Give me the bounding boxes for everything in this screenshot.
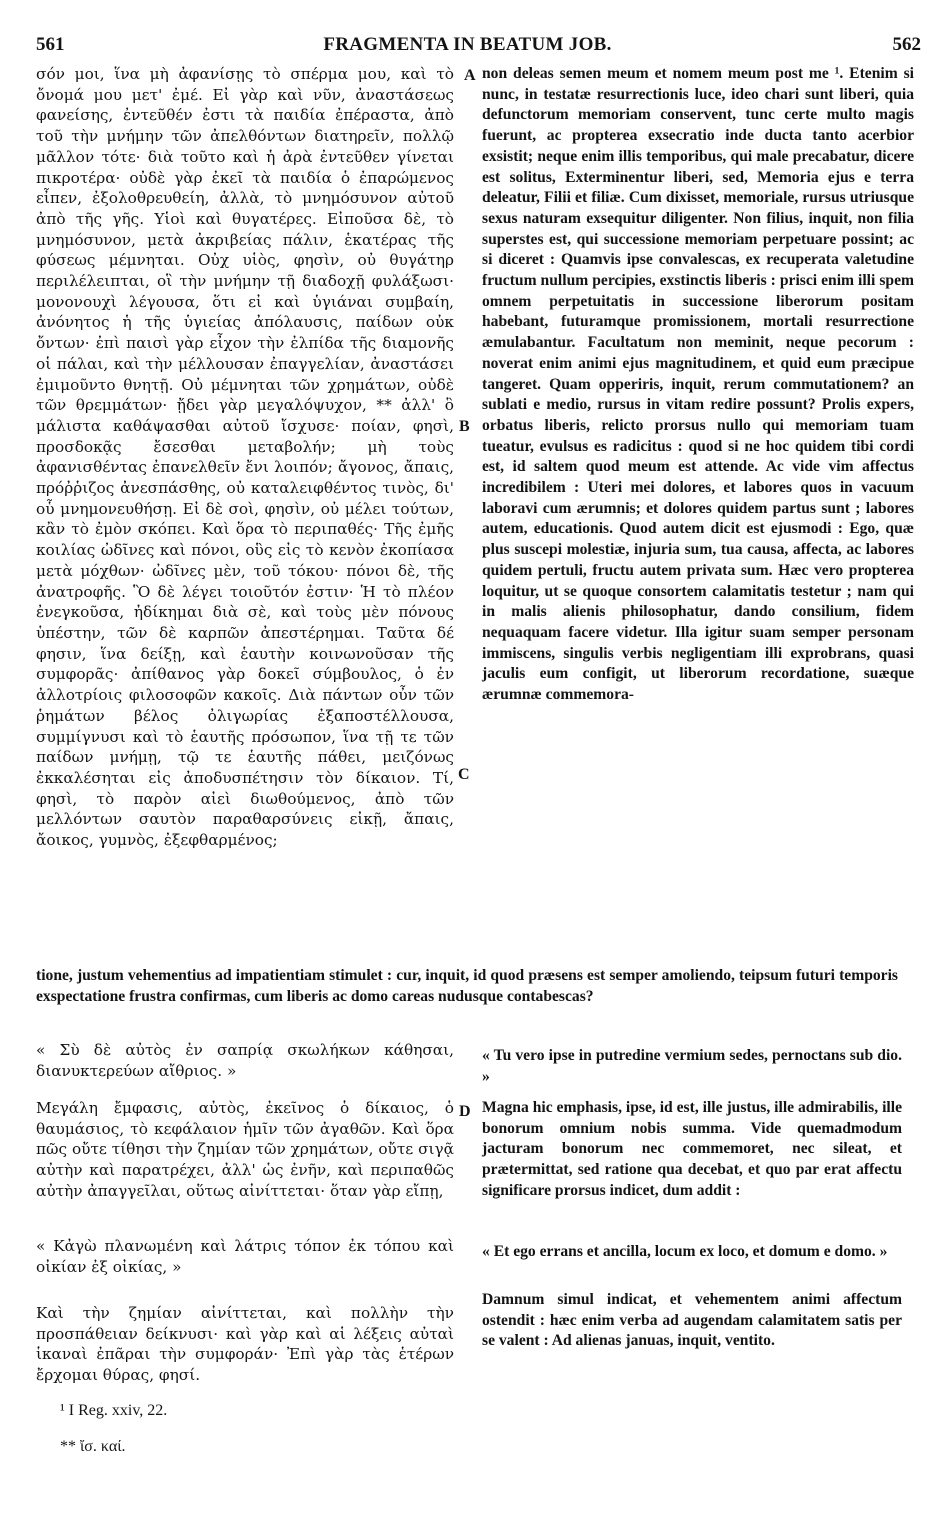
latin-column [482, 64, 914, 706]
greek-paragraph-2: Μεγάλη ἔμφασις, αὐτὸς, ἐκεῖνος ὁ δίκαιος, ὁ θαυμάσιος, τὸ κεφάλαιον ἡμῖν τῶν ἀγαθῶν. Καὶ ὅρα πῶς οὔτε τίθησι τὴν ζημίαν τῶν χρημάτων, οὔτε σιγᾷ αὐτὴν καὶ παρατρέχει, ἀλλ' ὡς ἐνῆν, καὶ περιπαθῶς αὐτὴν ἀπαγγεῖλαι, οὕτως αἰνίττεται· ὅταν γὰρ εἴπῃ, [36, 1099, 454, 1200]
latin-paragraph-2: Magna hic emphasis, ipse, id est, ille justus, ille admirabilis, ille bonorum omnium nobis summa. Vide quemadmodum jacturam bonorum nec commemoret, nec sileat, et prætermittat, sed ratione qua decebat, et quo par erat affectu significare prorsus indicet, dum addit : [482, 1099, 902, 1199]
footnote-2: ** ἴσ. καί. [60, 1438, 126, 1455]
greek-paragraph-3: Καὶ τὴν ζημίαν αἰνίττεται, καὶ πολλὴν τὴν προσπάθειαν δείκνυσι· καὶ γὰρ καὶ αἱ λέξεις αὐταὶ ἱκαναὶ ἐπᾶραι τὴν συμφοράν· Ἐπὶ γὰρ τὰς ἑτέρων ἔρχομαι θύρας, φησί. [36, 1304, 454, 1385]
margin-letter-a: A [464, 67, 476, 84]
greek-quote-1: « Σὺ δὲ αὐτὸς ἐν σαπρίᾳ σκωλήκων κάθησαι, διανυκτερεύων αἴθριος. » [36, 1041, 454, 1080]
latin-quote-1: « Tu vero ipse in putredine vermium sedes, pernoctans sub dio. » [482, 1047, 902, 1085]
running-header [0, 34, 935, 58]
greek-quote-2: « Κἀγὼ πλανωμένη καὶ λάτρις τόπον ἐκ τόπου καὶ οἰκίαν ἐξ οἰκίας, » [36, 1237, 454, 1276]
margin-letter-d: D [459, 1103, 471, 1120]
running-title: FRAGMENTA IN BEATUM JOB. [323, 34, 612, 55]
latin-quote-2: « Et ego errans et ancilla, locum ex loco, et domum e domo. » [482, 1243, 888, 1260]
page-number-left: 561 [36, 34, 65, 55]
margin-letter-b: B [459, 418, 470, 435]
latin-text: non deleas semen meum et nomem meum post me ¹. Etenim si nunc, in testatæ resurrectionis luce, ideo chari sunt liberi, quia defunctorum memoriam conservent, tunc certe multo magis fuerunt, ac propterea exsecratio inde ducta tanto acerbior exsistit; neque enim illis temporibus, qui male precabatur, dicere est solitus, Exterminentur liberi, sed, Memoria ejus e terra deleatur, Filii et filiæ. Cum dixisset, memoriale, rursus utriusque sexus naturam exsequitur diligenter. Non filius, inquit, non filia superstes est, qui successione memoriam perpetuare possint; ac si diceret : Quamvis ipse convalescas, ex recuperata valetudine fructum nullum percipies, exstinctis liberis : prisci enim illi spem omnem perpetuitatis in successione liberorum positam habebant, futuramque promissionem, mortali resurrectione æmulabantur. Facultatum non meminit, neque pecorum : noverat enim animi ejus magnitudinem, et quid eum præcipue tangeret. Quam opperiris, inquit, rerum commutationem? an sublati e medio, rursus in vitam redire possunt? Prolis expers, orbatus liberis, relicto prorsus nullo qui memoriam tuam tueatur, evulsus es radicitus : quod si ne hoc quidem tibi cordi est, id saltem quod meum est attende. Ac vide vim affectus incredibilem : Uteri mei dolores, et labores quos in vacuum laboravi cum ærumnis; et dolores quidem partus sunt ; labores autem, educationis. Quod autem dicit est ejusmodi : Ego, quæ plus suscepi molestiæ, injuria sum, tua causa, affecta, ac labores quidem pertuli, fructu autem privata sum. Hæc vero propterea loquitur, ut se quoque consortem calamitatis testetur ; nam qui in malis alienis philosophatur, dando consilium, fidem nequaquam facere videtur. Illa igitur suam semper personam immiscens, singulis verbis negligentiam illi exprobrans, quasi jaculis eum configit, ut liberorum recordatione, suæque ærumnæ commemora- [482, 65, 914, 704]
page-number-right: 562 [892, 34, 921, 55]
latin-run-on-paragraph: tione, justum vehementius ad impatientiam stimulet : cur, inquit, id quod præsens est semper amoliendo, teipsum futuri temporis exspectatione frustra confirmas, cum liberis ac domo careas nudusque contabescas? [36, 967, 898, 1005]
latin-paragraph-3: Damnum simul indicat, et vehementem animi affectum ostendit : hæc enim verba ad augendam calamitatem satis per se valent : Ad alienas januas, inquit, ventito. [482, 1291, 902, 1350]
footnote-1: ¹ I Reg. xxiv, 22. [60, 1402, 168, 1419]
greek-text: σόν μοι, ἵνα μὴ ἀφανίσῃς τὸ σπέρμα μου, καὶ τὸ ὄνομά μου μετ' ἐμέ. Εἰ γὰρ καὶ νῦν, ἀναστάσεως φανείσης, ἐντεῦθέν ἐστι τὰ παιδία ἐπέραστα, ἀπὸ τοῦ τὴν μνήμην τῶν ἀπελθόντων διατηρεῖν, πολλῷ μᾶλλον τότε· διὰ τοῦτο καὶ ἡ ἀρὰ ἐντεῦθεν γίνεται πικροτέρα· οὐδὲ γὰρ ἐκεῖ τὰ παιδία ὁ ἐπαρώμενος εἶπεν, ἐξολοθρευθείη, ἀλλὰ, τὸ μνημόσυνον αὐτοῦ ἀπὸ τῆς γῆς. Υἱοὶ καὶ θυγατέρες. Εἰποῦσα δὲ, τὸ μνημόσυνον, μετὰ ἀκριβείας πάλιν, ἑκατέρας τῆς φύσεως μέμνηται. Οὐχ υἱὸς, φησὶν, οὐ θυγάτηρ περιλέλειπται, οἳ τὴν μνήμην τῇ διαδοχῇ φυλάξωσι· μονονουχὶ λέγουσα, ὅτι εἰ καὶ ὑγιάναι συμβαίη, ἀνόνητος ἡ τῆς ὑγιείας ἀπόλαυσις, παίδων οὐκ ὄντων· ἐπὶ παισὶ γὰρ εἶχον τὴν ἐλπίδα τῆς διαμονῆς οἱ πάλαι, καὶ τὴν μέλλουσαν ἐπαγγελίαν, ἀναστάσει ἐμιμοῦντο θνητῇ. Οὐ μέμνηται τῶν χρημάτων, οὐδὲ τῶν θρεμμάτων· ᾔδει γὰρ μεγαλόψυχον, ** ἀλλ' ὃ μάλιστα καθάψασθαι αὐτοῦ ἴσχυσε· ποίαν, φησὶ, προσδοκᾷς ἔσεσθαι μεταβολήν; μὴ τοὺς ἀφανισθέντας ἐπανελθεῖν ἔνι λοιπόν; ἄγονος, ἄπαις, πρόῤῥιζος ἀνεσπάσθης, οὐ καταλειφθέντος τινὸς, δι' οὗ μνημονευθήσῃ. Εἰ δὲ σοὶ, φησὶν, οὐ μέλει τούτων, κἂν τὸ ἐμὸν σκόπει. Καὶ ὅρα τὸ περιπαθές· Τῆς ἐμῆς κοιλίας ὠδῖνες καὶ πόνοι, οὓς εἰς τὸ κενὸν ἐκοπίασα μετὰ μόχθων· ὠδῖνες μὲν, τοῦ τόκου· πόνοι δὲ, τῆς ἀνατροφῆς. Ὃ δὲ λέγει τοιοῦτόν ἐστιν· Ἡ τὸ πλέον ἐνεγκοῦσα, ἠδίκημαι διὰ σὲ, καὶ τοὺς μὲν πόνους ὑπέστην, τῶν δὲ καρπῶν ἀπεστέρημαι. Ταῦτα δέ φησιν, ἵνα δείξῃ, καὶ ἑαυτὴν κοινωνοῦσαν τῆς συμφορᾶς· ἀπίθανος γὰρ δοκεῖ σύμβουλος, ὁ ἐν ἀλλοτρίοις φιλοσοφῶν κακοῖς. Διὰ πάντων οὖν τῶν ῥημάτων βέλος ὀλιγωρίας ἐξαποστέλλουσα, συμμίγνυσι καὶ τὸ ἑαυτῆς πρόσωπον, ἵνα τῇ τε τῶν παίδων μνήμῃ, τῷ τε ἑαυτῆς πάθει, μειζόνως ἐκκαλέσηται εἰς ἀποδυσπέτησιν τὸν δίκαιον. Τί, φησὶ, τὸ παρὸν αἰεὶ διωθούμενος, ἀπὸ τῶν μελλόντων σαυτὸν παραθαρσύνεις εἰκῇ, ἄπαις, ἄοικος, γυμνὸς, ἐξεφθαρμένος; [36, 65, 454, 850]
margin-letter-c: C [458, 766, 470, 783]
greek-column [36, 64, 454, 851]
